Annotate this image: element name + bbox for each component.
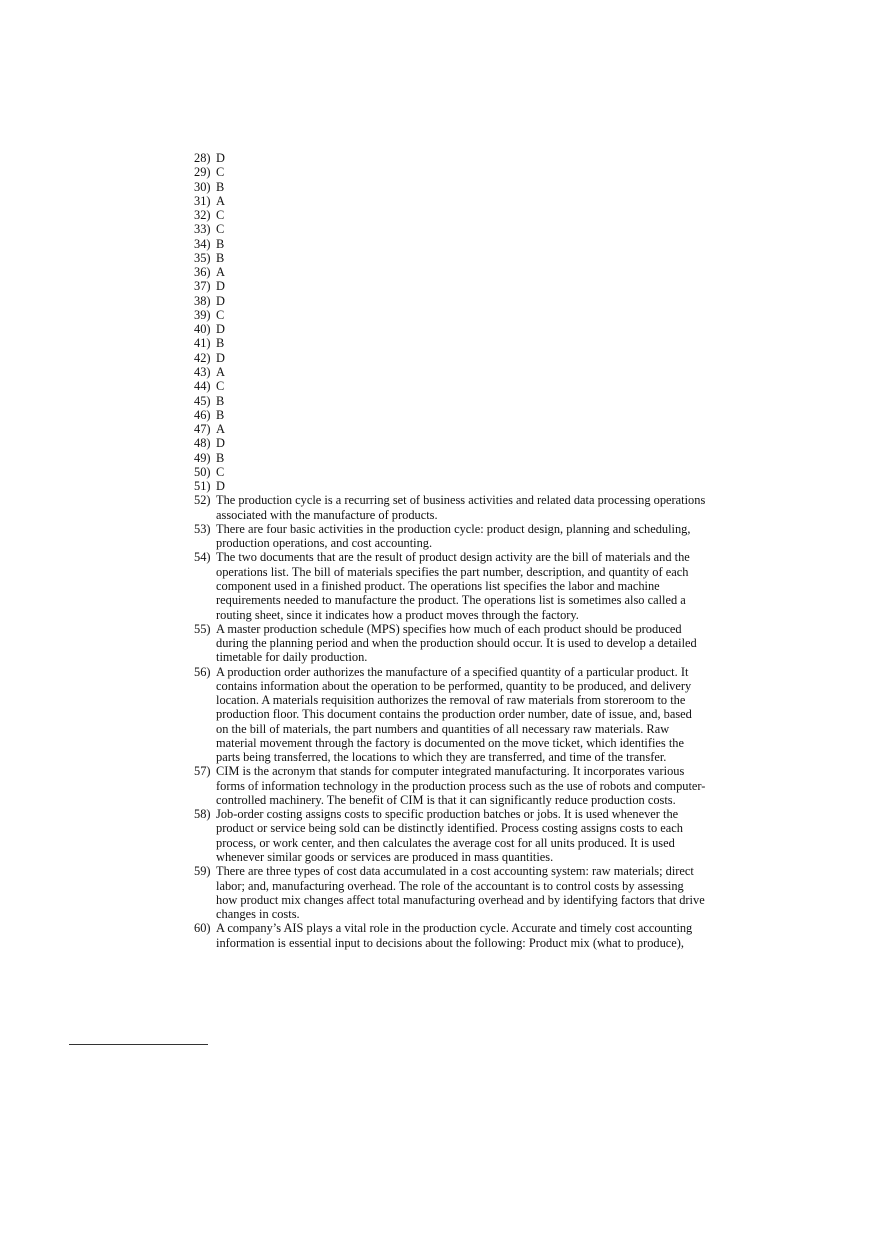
answer-text-line: D xyxy=(216,479,225,494)
answer-text-line: B xyxy=(216,250,225,265)
answer-number: 44) xyxy=(194,379,211,394)
answer-number: 58) xyxy=(194,807,211,822)
answer-text xyxy=(216,394,224,408)
answer-text-line: D xyxy=(216,279,225,294)
answer-item xyxy=(194,479,705,493)
answer-text xyxy=(216,208,224,222)
answer-item xyxy=(194,764,705,807)
answer-text-line: A company’s AIS plays a vital role in the production cycle. Accurate and timely cost accounting xyxy=(216,921,693,936)
answer-text-line: whenever similar goods or services are produced in mass quantities. xyxy=(216,850,554,865)
answer-text xyxy=(216,451,224,465)
answer-item xyxy=(194,208,705,222)
answer-text-line: A master production schedule (MPS) specifies how much of each product should be produced xyxy=(216,621,682,636)
answer-number: 31) xyxy=(194,193,211,208)
answer-item xyxy=(194,807,705,864)
answer-number: 48) xyxy=(194,436,211,451)
answer-item xyxy=(194,237,705,251)
answer-number: 56) xyxy=(194,664,211,679)
answer-text-line: contains information about the operation to be performed, quantity to be produced, and delivery xyxy=(216,678,692,693)
answer-item xyxy=(194,336,705,350)
answer-text xyxy=(216,921,692,950)
answer-text-line: D xyxy=(216,436,225,451)
answer-item xyxy=(194,165,705,179)
answer-item xyxy=(194,365,705,379)
answer-item xyxy=(194,665,705,765)
answer-text-line: C xyxy=(216,379,225,394)
answer-item xyxy=(194,265,705,279)
answer-item xyxy=(194,322,705,336)
answer-item xyxy=(194,279,705,293)
answer-text xyxy=(216,365,225,379)
answer-text-line: B xyxy=(216,336,225,351)
answer-item xyxy=(194,222,705,236)
answer-list xyxy=(194,151,705,950)
answer-text xyxy=(216,408,224,422)
answer-number: 39) xyxy=(194,307,211,322)
answer-text-line: routing sheet, since it indicates how a product moves through the factory. xyxy=(216,607,579,622)
answer-text xyxy=(216,237,224,251)
answer-text xyxy=(216,422,225,436)
answer-text-line: C xyxy=(216,307,225,322)
answer-text xyxy=(216,194,225,208)
answer-text xyxy=(216,379,224,393)
answer-text-line: B xyxy=(216,450,225,465)
answer-text-line: product or service being sold can be distinctly identified. Process costing assigns costs to each xyxy=(216,821,683,836)
answer-text xyxy=(216,222,224,236)
answer-number: 35) xyxy=(194,250,211,265)
answer-number: 50) xyxy=(194,464,211,479)
answer-text-line: timetable for daily production. xyxy=(216,650,368,665)
answer-item xyxy=(194,294,705,308)
answer-number: 49) xyxy=(194,450,211,465)
answer-item xyxy=(194,522,705,551)
answer-text-line: C xyxy=(216,464,225,479)
answer-item xyxy=(194,351,705,365)
answer-text xyxy=(216,764,705,807)
answer-number: 53) xyxy=(194,521,211,536)
answer-text xyxy=(216,807,683,864)
answer-text-line: A xyxy=(216,193,225,208)
answer-text xyxy=(216,864,705,921)
answer-item xyxy=(194,394,705,408)
answer-text-line: C xyxy=(216,222,225,237)
answer-text xyxy=(216,322,225,336)
answer-text xyxy=(216,665,692,765)
answer-number: 59) xyxy=(194,864,211,879)
answer-text-line: B xyxy=(216,393,225,408)
answer-item xyxy=(194,180,705,194)
answer-text-line: A production order authorizes the manufacture of a specified quantity of a particular product. It xyxy=(216,664,689,679)
answer-item xyxy=(194,251,705,265)
answer-text-line: B xyxy=(216,407,225,422)
answer-text xyxy=(216,522,690,551)
answer-text xyxy=(216,622,697,665)
answer-number: 33) xyxy=(194,222,211,237)
answer-text xyxy=(216,279,225,293)
answer-item xyxy=(194,864,705,921)
answer-number: 29) xyxy=(194,165,211,180)
answer-text-line: component used in a finished product. The operations list specifies the labor and machine xyxy=(216,578,660,593)
answer-number: 55) xyxy=(194,621,211,636)
answer-text-line: material movement through the factory is documented on the move ticket, which identifies the xyxy=(216,735,684,750)
answer-item xyxy=(194,151,705,165)
answer-text-line: A xyxy=(216,422,225,437)
answer-text xyxy=(216,351,225,365)
answer-text-line: parts being transferred, the locations to which they are transferred, and time of the transfer. xyxy=(216,750,667,765)
answer-text-line: Job-order costing assigns costs to specific production batches or jobs. It is used whenever the xyxy=(216,807,679,822)
answer-text-line: operations list. The bill of materials specifies the part number, description, and quantity of each xyxy=(216,564,689,579)
answer-number: 52) xyxy=(194,493,211,508)
answer-text-line: CIM is the acronym that stands for computer integrated manufacturing. It incorporates various xyxy=(216,764,685,779)
answer-text-line: labor; and, manufacturing overhead. The role of the accountant is to control costs by assessing xyxy=(216,878,684,893)
answer-item xyxy=(194,408,705,422)
answer-item xyxy=(194,379,705,393)
answer-text xyxy=(216,336,224,350)
answer-text-line: associated with the manufacture of products. xyxy=(216,507,438,522)
answer-number: 42) xyxy=(194,350,211,365)
answer-item xyxy=(194,451,705,465)
answer-item xyxy=(194,422,705,436)
answer-number: 54) xyxy=(194,550,211,565)
answer-text-line: A xyxy=(216,265,225,280)
footnote-rule xyxy=(69,1044,208,1045)
answer-number: 60) xyxy=(194,921,211,936)
answer-text-line: C xyxy=(216,165,225,180)
answer-text-line: D xyxy=(216,322,225,337)
answer-number: 45) xyxy=(194,393,211,408)
answer-text-line: changes in costs. xyxy=(216,907,300,922)
answer-number: 47) xyxy=(194,422,211,437)
answer-text xyxy=(216,251,224,265)
answer-text xyxy=(216,493,705,522)
answer-number: 28) xyxy=(194,151,211,165)
answer-item xyxy=(194,308,705,322)
answer-item xyxy=(194,465,705,479)
answer-text xyxy=(216,265,225,279)
answer-number: 51) xyxy=(194,479,211,494)
answer-number: 32) xyxy=(194,208,211,223)
answer-text-line: There are four basic activities in the production cycle: product design, planning and scheduling, xyxy=(216,521,691,536)
answer-text-line: information is essential input to decisions about the following: Product mix (what to produce), xyxy=(216,935,685,950)
answer-number: 34) xyxy=(194,236,211,251)
answer-number: 36) xyxy=(194,265,211,280)
answer-text-line: B xyxy=(216,179,225,194)
answer-text-line: B xyxy=(216,236,225,251)
answer-text xyxy=(216,436,225,450)
answer-text-line: controlled machinery. The benefit of CIM is that it can significantly reduce production costs. xyxy=(216,792,676,807)
answer-item xyxy=(194,921,705,950)
answer-text xyxy=(216,550,690,621)
answer-text-line: requirements needed to manufacture the product. The operations list is sometimes also called a xyxy=(216,593,686,608)
answer-text-line: location. A materials requisition authorizes the removal of raw materials from storeroom to the xyxy=(216,693,686,708)
answer-text-line: D xyxy=(216,293,225,308)
answer-item xyxy=(194,550,705,621)
answer-number: 37) xyxy=(194,279,211,294)
answer-text-line: during the planning period and when the production should occur. It is used to develop a detailed xyxy=(216,636,697,651)
answer-number: 43) xyxy=(194,364,211,379)
answer-text xyxy=(216,180,224,194)
answer-text xyxy=(216,151,225,165)
answer-text-line: C xyxy=(216,208,225,223)
answer-number: 57) xyxy=(194,764,211,779)
answer-number: 41) xyxy=(194,336,211,351)
answer-item xyxy=(194,436,705,450)
answer-text-line: A xyxy=(216,364,225,379)
answer-text-line: production floor. This document contains the production order number, date of issue, and, based xyxy=(216,707,692,722)
answer-number: 46) xyxy=(194,407,211,422)
answer-number: 30) xyxy=(194,179,211,194)
answer-text xyxy=(216,465,224,479)
answer-number: 40) xyxy=(194,322,211,337)
answer-text-line: D xyxy=(216,350,225,365)
answer-item xyxy=(194,622,705,665)
answer-text xyxy=(216,165,224,179)
answer-item xyxy=(194,194,705,208)
answer-number: 38) xyxy=(194,293,211,308)
answer-text-line: forms of information technology in the production process such as the use of robots and computer- xyxy=(216,778,706,793)
answer-text-line: D xyxy=(216,151,225,165)
answer-text-line: how product mix changes affect total manufacturing overhead and by identifying factors that drive xyxy=(216,892,705,907)
answer-text-line: There are three types of cost data accumulated in a cost accounting system: raw materials; direct xyxy=(216,864,694,879)
answer-text xyxy=(216,294,225,308)
answer-text xyxy=(216,479,225,493)
answer-text-line: production operations, and cost accounting. xyxy=(216,536,433,551)
answer-text-line: The production cycle is a recurring set of business activities and related data processing operations xyxy=(216,493,706,508)
answer-text xyxy=(216,308,224,322)
answer-text-line: The two documents that are the result of product design activity are the bill of materials and the xyxy=(216,550,690,565)
answer-text-line: process, or work center, and then calculates the average cost for all units produced. It is used xyxy=(216,835,675,850)
answer-item xyxy=(194,493,705,522)
answer-text-line: on the bill of materials, the part numbers and quantities of all necessary raw materials. Raw xyxy=(216,721,670,736)
